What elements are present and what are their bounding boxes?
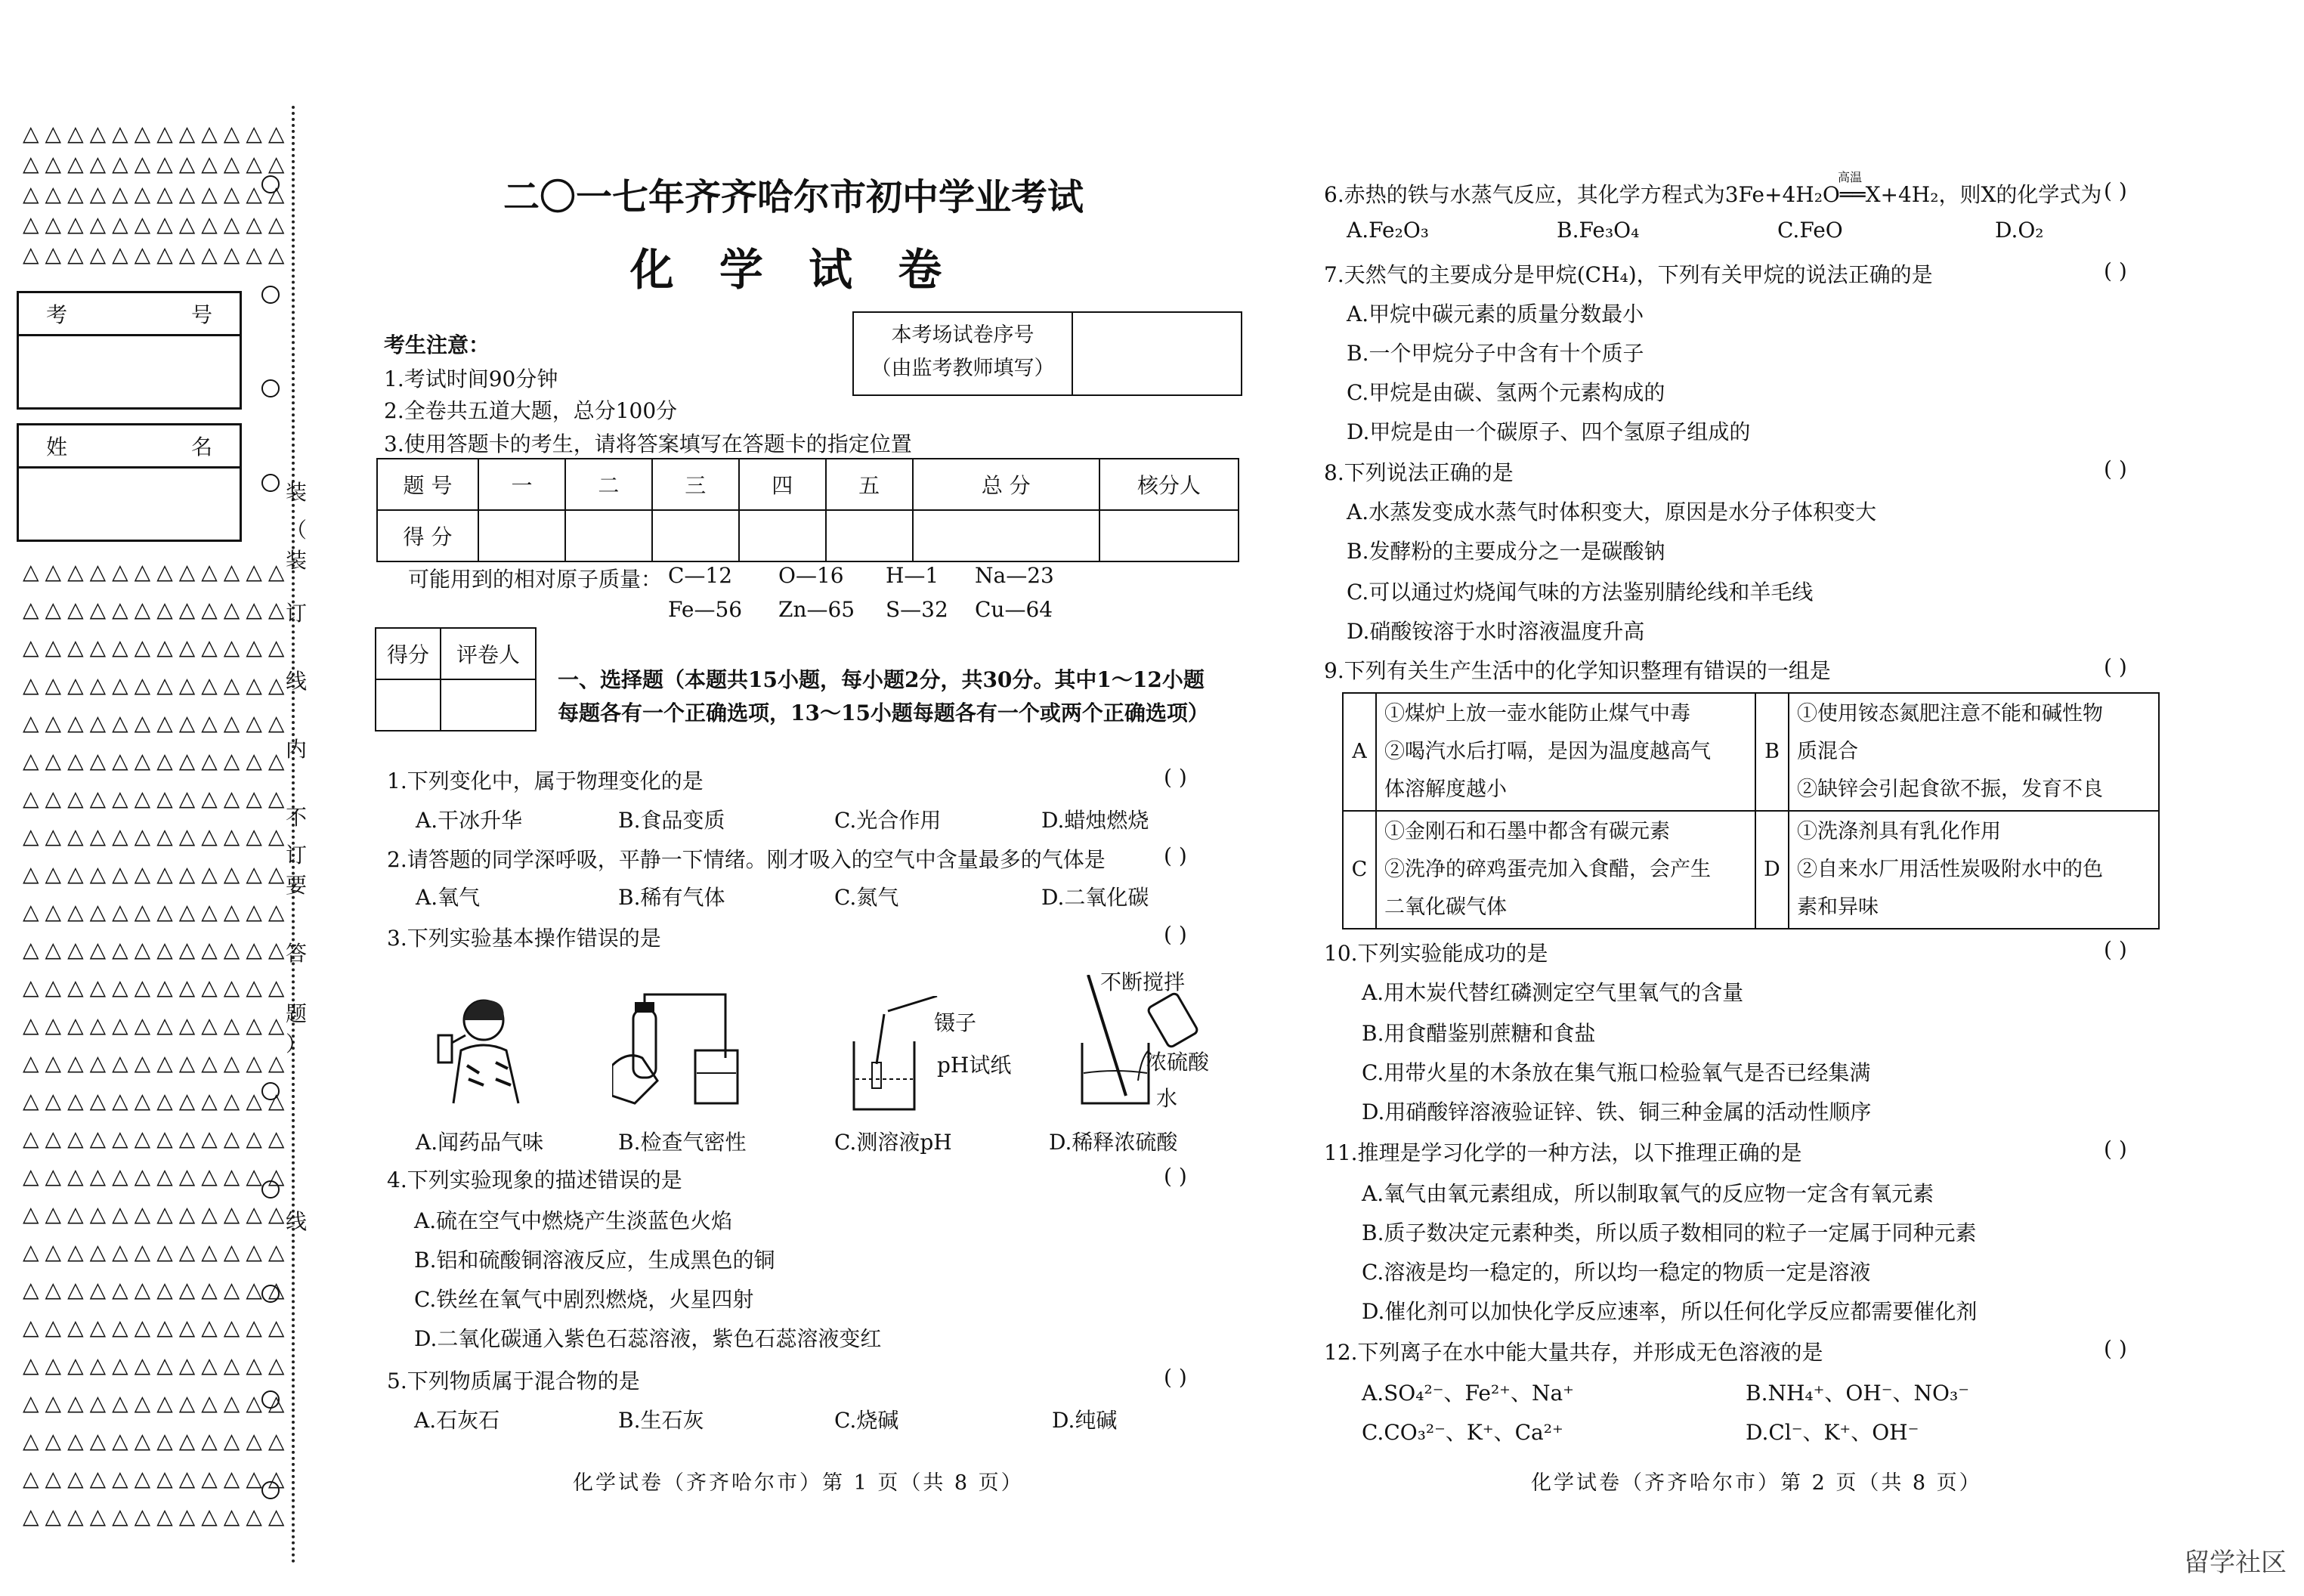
option: D.二氧化碳通入紫色石蕊溶液，紫色石蕊溶液变红 (414, 1326, 882, 1351)
page-footer: 化学试卷（齐齐哈尔市）第 2 页（共 8 页） (1531, 1471, 1982, 1495)
triangle-row: △△△△△△△△△△△△ (23, 1202, 291, 1226)
grader-header: 评卷人 (441, 628, 536, 679)
answer-paren[interactable]: ( ) (2104, 654, 2127, 679)
page-footer: 化学试卷（齐齐哈尔市）第 1 页（共 8 页） (573, 1471, 1024, 1495)
label-tweezers: 镊子 (934, 1010, 977, 1035)
notice-heading: 考生注意： (384, 332, 490, 357)
kaohao-label: 考 (46, 302, 68, 327)
option: D.纯碱 (1052, 1408, 1118, 1433)
binding-hole (261, 175, 280, 193)
option: C.测溶液pH (834, 1130, 952, 1155)
question-3: 3.下列实验基本操作错误的是 (387, 926, 661, 951)
exam-subtitle: 化 学 试 卷 (629, 244, 957, 295)
triangle-row: △△△△△△△△△△△△ (23, 710, 291, 735)
section1-instruction: 一、选择题（本题共15小题，每小题2分，共30分。其中1～12小题 (558, 667, 1205, 692)
atomic-mass: Cu—64 (975, 597, 1053, 622)
score-header: 核分人 (1099, 459, 1239, 510)
triangle-row: △△△△△△△△△△△△ (23, 597, 291, 622)
triangle-row: △△△△△△△△△△△△ (23, 121, 291, 146)
option: A.闻药品气味 (416, 1130, 544, 1155)
score-header: 二 (565, 459, 652, 510)
score-cell[interactable] (565, 510, 652, 561)
atomic-mass: Fe—56 (668, 597, 743, 622)
option: D.Cl⁻、K⁺、OH⁻ (1746, 1420, 1919, 1445)
q9-table (1342, 692, 2160, 929)
label-stir: 不断搅拌 (1100, 970, 1186, 994)
triangle-row: △△△△△△△△△△△△ (23, 1353, 291, 1378)
kaohao-label: 号 (190, 302, 212, 327)
triangle-row: △△△△△△△△△△△△ (23, 1428, 291, 1453)
option: D.O₂ (1995, 218, 2044, 243)
option: B.一个甲烷分子中含有十个质子 (1347, 341, 1644, 366)
score-row-label: 得 分 (377, 510, 478, 561)
seat-number-field[interactable] (1073, 313, 1241, 394)
triangle-row: △△△△△△△△△△△△ (23, 1126, 291, 1151)
question-12: 12.下列离子在水中能大量共存，并形成无色溶液的是 (1324, 1340, 1823, 1365)
triangle-row: △△△△△△△△△△△△ (23, 559, 291, 584)
option: A.SO₄²⁻、Fe²⁺、Na⁺ (1362, 1381, 1574, 1406)
binding-hole (261, 474, 280, 492)
triangle-row: △△△△△△△△△△△△ (23, 1164, 291, 1189)
grader-cell[interactable] (376, 679, 441, 731)
triangle-row: △△△△△△△△△△△△ (23, 1504, 291, 1529)
option: C.氮气 (834, 885, 899, 910)
option: B.稀有气体 (618, 885, 725, 910)
score-cell[interactable] (652, 510, 739, 561)
triangle-row: △△△△△△△△△△△△ (23, 1390, 291, 1415)
q9-label-a: A (1343, 693, 1376, 811)
answer-paren[interactable]: ( ) (1164, 922, 1187, 947)
option: A.氧气由氧元素组成，所以制取氧气的反应物一定含有氧元素 (1362, 1181, 1934, 1206)
triangle-row: △△△△△△△△△△△△ (23, 1315, 291, 1340)
option: B.检查气密性 (618, 1130, 747, 1155)
answer-paren[interactable]: ( ) (2104, 1336, 2127, 1361)
atomic-mass-label: 可能用到的相对原子质量： (408, 567, 663, 592)
question-1: 1.下列变化中，属于物理变化的是 (387, 769, 704, 793)
option: C.甲烷是由碳、氢两个元素构成的 (1347, 380, 1665, 405)
option: A.硫在空气中燃烧产生淡蓝色火焰 (414, 1208, 733, 1233)
triangle-row: △△△△△△△△△△△△ (23, 937, 291, 962)
label-ph-paper: pH试纸 (937, 1053, 1012, 1078)
triangle-row: △△△△△△△△△△△△ (23, 1088, 291, 1113)
option: C.铁丝在氧气中剧烈燃烧，火星四射 (414, 1287, 754, 1312)
binding-hole (261, 1285, 280, 1303)
answer-paren[interactable]: ( ) (1164, 1365, 1187, 1390)
atomic-mass: O—16 (778, 563, 844, 588)
atomic-mass: H—1 (886, 563, 939, 588)
grader-cell[interactable] (441, 679, 536, 731)
q9-cell-d: ①洗涤剂具有乳化作用 ②自来水厂用活性炭吸附水中的色 素和异味 (1789, 811, 2159, 929)
name-field[interactable] (19, 469, 240, 540)
question-4: 4.下列实验现象的描述错误的是 (387, 1168, 682, 1192)
triangle-row: △△△△△△△△△△△△ (23, 242, 291, 267)
score-cell[interactable] (1099, 510, 1239, 561)
option: C.可以通过灼烧闻气味的方法鉴别腈纶线和羊毛线 (1347, 580, 1814, 605)
seat-number-box (852, 311, 1242, 396)
question-6: 6.赤热的铁与水蒸气反应，其化学方程式为3Fe+4H₂O══X+4H₂，则X的化学式为 (1324, 182, 2102, 207)
q9-cell-c: ①金刚石和石墨中都含有碳元素 ②洗净的碎鸡蛋壳加入食醋，会产生 二氧化碳气体 (1376, 811, 1755, 929)
score-cell[interactable] (739, 510, 826, 561)
triangle-row: △△△△△△△△△△△△ (23, 1466, 291, 1491)
option: C.FeO (1777, 218, 1843, 243)
triangle-row: △△△△△△△△△△△△ (23, 1239, 291, 1264)
option: B.发酵粉的主要成分之一是碳酸钠 (1347, 539, 1665, 564)
atomic-mass: Na—23 (975, 563, 1054, 588)
option: B.铝和硫酸铜溶液反应，生成黑色的铜 (414, 1248, 775, 1273)
binding-hole (261, 1082, 280, 1100)
score-header: 题 号 (377, 459, 478, 510)
question-8: 8.下列说法正确的是 (1324, 460, 1514, 485)
score-header: 四 (739, 459, 826, 510)
atomic-mass: C—12 (668, 563, 733, 588)
triangle-row: △△△△△△△△△△△△ (23, 181, 291, 206)
triangle-row: △△△△△△△△△△△△ (23, 212, 291, 237)
answer-paren[interactable]: ( ) (2104, 258, 2127, 283)
reaction-condition: 高温 (1838, 170, 1863, 184)
option: B.Fe₃O₄ (1557, 218, 1640, 243)
label-water: 水 (1156, 1086, 1178, 1111)
q9-label-b: B (1755, 693, 1789, 811)
notice-item: 2.全卷共五道大题，总分100分 (384, 398, 678, 423)
label-acid: 浓硫酸 (1146, 1050, 1210, 1075)
answer-paren[interactable]: ( ) (1164, 1164, 1187, 1189)
question-7: 7.天然气的主要成分是甲烷(CH₄)，下列有关甲烷的说法正确的是 (1324, 262, 1933, 287)
q9-label-d: D (1755, 811, 1789, 929)
option: D.硝酸铵溶于水时溶液温度升高 (1347, 619, 1645, 644)
option: A.用木炭代替红磷测定空气里氧气的含量 (1362, 980, 1744, 1005)
answer-paren[interactable]: ( ) (2104, 178, 2127, 203)
option: B.质子数决定元素种类，所以质子数相同的粒子一定属于同种元素 (1362, 1220, 1977, 1245)
triangle-row: △△△△△△△△△△△△ (23, 824, 291, 849)
option: D.稀释浓硫酸 (1049, 1130, 1178, 1155)
binding-hole (261, 1390, 280, 1409)
option: D.用硝酸锌溶液验证锌、铁、铜三种金属的活动性顺序 (1362, 1100, 1872, 1124)
section1-instruction: 每题各有一个正确选项，13～15小题每题各有一个或两个正确选项） (558, 701, 1209, 725)
notice-item: 3.使用答题卡的考生，请将答案填写在答题卡的指定位置 (384, 431, 912, 456)
score-header: 五 (826, 459, 913, 510)
option: B.用食醋鉴别蔗糖和食盐 (1362, 1021, 1596, 1046)
answer-paren[interactable]: ( ) (1164, 765, 1187, 790)
seat-box-line2: （由监考教师填写） (871, 357, 1055, 380)
xingming-label: 名 (190, 435, 212, 459)
q9-cell-a: ①煤炉上放一壶水能防止煤气中毒 ②喝汽水后打嗝，是因为温度越高气 体溶解度越小 (1376, 693, 1755, 811)
option: C.溶液是均一稳定的，所以均一稳定的物质一定是溶液 (1362, 1260, 1871, 1285)
seat-box-line1: 本考场试卷序号 (891, 323, 1034, 347)
triangle-row: △△△△△△△△△△△△ (23, 786, 291, 811)
answer-paren[interactable]: ( ) (2104, 1137, 2127, 1161)
option: A.氧气 (416, 885, 481, 910)
triangle-row: △△△△△△△△△△△△ (23, 151, 291, 176)
grader-box (375, 627, 537, 732)
exam-number-box (17, 291, 242, 410)
question-9: 9.下列有关生产生活中的化学知识整理有错误的一组是 (1324, 658, 1831, 683)
score-cell[interactable] (478, 510, 565, 561)
triangle-row: △△△△△△△△△△△△ (23, 1050, 291, 1075)
question-10: 10.下列实验能成功的是 (1324, 941, 1548, 966)
option: A.干冰升华 (416, 808, 523, 833)
answer-paren[interactable]: ( ) (2104, 937, 2127, 962)
option: D.甲烷是由一个碳原子、四个氢原子组成的 (1347, 419, 1751, 444)
score-header: 三 (652, 459, 739, 510)
score-cell[interactable] (913, 510, 1099, 561)
question-11: 11.推理是学习化学的一种方法，以下推理正确的是 (1324, 1140, 1802, 1165)
score-header: 一 (478, 459, 565, 510)
score-table (376, 458, 1239, 562)
atomic-mass: Zn—65 (778, 597, 855, 622)
option: A.水蒸发变成水蒸气时体积变大，原因是水分子体积变大 (1347, 500, 1877, 524)
option: C.光合作用 (834, 808, 942, 833)
triangle-row: △△△△△△△△△△△△ (23, 1277, 291, 1302)
option: B.NH₄⁺、OH⁻、NO₃⁻ (1746, 1381, 1970, 1406)
triangle-row: △△△△△△△△△△△△ (23, 673, 291, 697)
name-box (17, 423, 242, 542)
option: B.生石灰 (618, 1408, 704, 1433)
option: C.CO₃²⁻、K⁺、Ca²⁺ (1362, 1420, 1563, 1445)
answer-paren[interactable]: ( ) (2104, 456, 2127, 481)
triangle-row: △△△△△△△△△△△△ (23, 748, 291, 773)
option: D.蜡烛燃烧 (1041, 808, 1149, 833)
option: A.石灰石 (414, 1408, 500, 1433)
binding-hole (261, 1481, 280, 1499)
watermark: 留学社区 (2184, 1548, 2287, 1578)
smell-illustration (423, 990, 537, 1111)
binding-hole (261, 1180, 280, 1199)
triangle-row: △△△△△△△△△△△△ (23, 975, 291, 1000)
q9-cell-b: ①使用铵态氮肥注意不能和碱性物 质混合 ②缺锌会引起食欲不振，发育不良 (1789, 693, 2159, 811)
grader-header: 得分 (376, 628, 441, 679)
triangle-row: △△△△△△△△△△△△ (23, 899, 291, 924)
xingming-label: 姓 (46, 435, 68, 459)
option: D.催化剂可以加快化学反应速率，所以任何化学反应都需要催化剂 (1362, 1299, 1978, 1324)
option: A.甲烷中碳元素的质量分数最小 (1347, 302, 1644, 326)
triangle-row: △△△△△△△△△△△△ (23, 861, 291, 886)
score-cell[interactable] (826, 510, 913, 561)
exam-number-field[interactable] (19, 336, 240, 407)
score-header: 总 分 (913, 459, 1099, 510)
option: B.食品变质 (618, 808, 725, 833)
q9-label-c: C (1343, 811, 1376, 929)
answer-paren[interactable]: ( ) (1164, 843, 1187, 868)
binding-hole (261, 286, 280, 304)
question-2: 2.请答题的同学深呼吸，平静一下情绪。刚才吸入的空气中含量最多的气体是 (387, 847, 1106, 872)
atomic-mass: S—32 (886, 597, 948, 622)
option: C.用带火星的木条放在集气瓶口检验氧气是否已经集满 (1362, 1060, 1871, 1085)
exam-title: 二〇一七年齐齐哈尔市初中学业考试 (503, 176, 1084, 218)
option: C.烧碱 (834, 1408, 899, 1433)
airtight-illustration (612, 990, 741, 1111)
question-5: 5.下列物质属于混合物的是 (387, 1369, 640, 1393)
triangle-row: △△△△△△△△△△△△ (23, 1013, 291, 1038)
notice-item: 1.考试时间90分钟 (384, 367, 558, 391)
binding-hole (261, 379, 280, 397)
triangle-row: △△△△△△△△△△△△ (23, 635, 291, 660)
binding-dotted-line (292, 106, 295, 1564)
option: D.二氧化碳 (1041, 885, 1149, 910)
option: A.Fe₂O₃ (1347, 218, 1429, 243)
